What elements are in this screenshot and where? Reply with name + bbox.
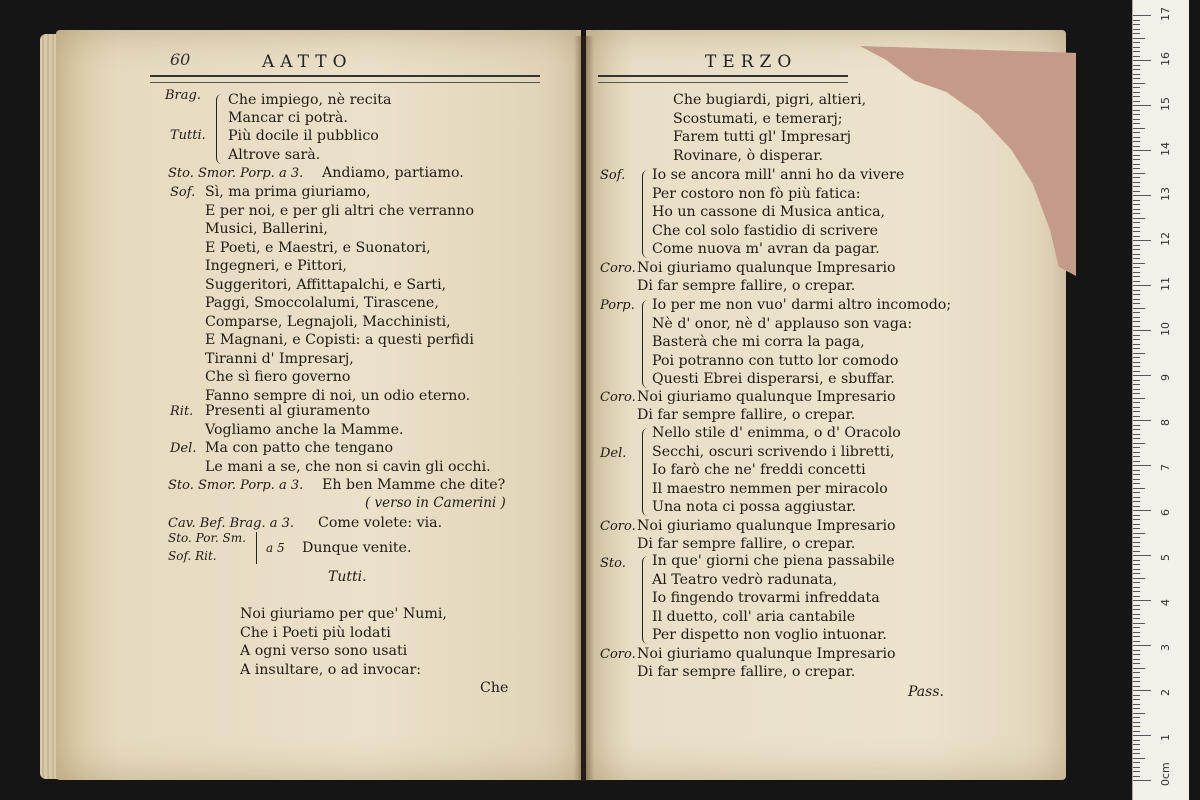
ruler-tick bbox=[1133, 371, 1140, 372]
verse-line: Io se ancora mill' anni ho da vivere bbox=[652, 167, 905, 183]
ruler-tick bbox=[1133, 159, 1140, 160]
brace bbox=[216, 94, 223, 164]
ruler-tick bbox=[1133, 515, 1140, 516]
ruler-tick bbox=[1133, 290, 1140, 291]
ruler-number: 16 bbox=[1159, 52, 1172, 66]
verse-line: Paggi, Smoccolalumi, Tirascene, bbox=[205, 295, 439, 311]
brace bbox=[642, 428, 649, 516]
speaker-del: Del. bbox=[600, 446, 627, 461]
ruler-tick bbox=[1133, 510, 1151, 511]
stage-direction: ( verso in Camerini ) bbox=[365, 495, 506, 511]
ruler-tick bbox=[1133, 713, 1145, 714]
ruler-tick bbox=[1133, 168, 1140, 169]
ruler-tick bbox=[1133, 735, 1151, 736]
ruler-tick bbox=[1133, 65, 1140, 66]
verse-line: Noi giuriamo qualunque Impresario bbox=[637, 646, 896, 662]
ruler-tick bbox=[1133, 681, 1140, 682]
verse-line: Al Teatro vedrò radunata, bbox=[652, 572, 838, 588]
speaker-del: Del. bbox=[170, 441, 197, 456]
ruler-tick bbox=[1133, 38, 1145, 39]
ruler-tick bbox=[1133, 618, 1140, 619]
verse-line: Io per me non vuo' darmi altro incomodo; bbox=[652, 297, 952, 313]
ruler-tick bbox=[1133, 677, 1140, 678]
ruler-tick bbox=[1133, 114, 1140, 115]
ruler-tick bbox=[1133, 150, 1151, 151]
ruler-tick bbox=[1133, 303, 1140, 304]
ruler-tick bbox=[1133, 24, 1140, 25]
ruler-tick bbox=[1133, 542, 1140, 543]
ruler-tick bbox=[1133, 245, 1140, 246]
verse-line: Basterà che mi corra la paga, bbox=[652, 334, 865, 350]
speaker-brag: Brag. bbox=[165, 88, 201, 103]
verse-line: Le mani a se, che non si cavin gli occhi. bbox=[205, 459, 491, 475]
ruler-number: 2 bbox=[1159, 689, 1172, 696]
verse-line: Vogliamo anche la Mamme. bbox=[205, 422, 404, 438]
ruler-tick bbox=[1133, 726, 1140, 727]
verse-line: Di far sempre fallire, o crepar. bbox=[637, 536, 856, 552]
ruler-tick bbox=[1133, 326, 1140, 327]
book-gutter bbox=[574, 36, 594, 781]
ruler-tick bbox=[1133, 51, 1140, 52]
ruler-tick bbox=[1133, 497, 1140, 498]
verse-line: Nè d' onor, nè d' applauso son vaga: bbox=[652, 316, 913, 332]
ruler-number: 4 bbox=[1159, 599, 1172, 606]
ruler-tick bbox=[1133, 258, 1140, 259]
ruler-tick bbox=[1133, 407, 1140, 408]
verse-line: A insultare, o ad invocar: bbox=[240, 662, 422, 678]
ruler-tick bbox=[1133, 164, 1140, 165]
ruler-tick bbox=[1133, 173, 1145, 174]
ruler-tick bbox=[1133, 452, 1140, 453]
ruler-tick bbox=[1133, 312, 1140, 313]
ruler-tick bbox=[1133, 479, 1140, 480]
ruler-tick bbox=[1133, 753, 1140, 754]
ruler-tick bbox=[1133, 393, 1140, 394]
verse-line: Scostumati, e temerarj; bbox=[673, 111, 843, 127]
verse-line: Di far sempre fallire, o crepar. bbox=[637, 278, 856, 294]
ruler-tick bbox=[1133, 389, 1140, 390]
ruler-tick bbox=[1133, 182, 1140, 183]
ruler-tick bbox=[1133, 186, 1140, 187]
ruler-tick bbox=[1133, 443, 1145, 444]
ruler-tick bbox=[1133, 636, 1140, 637]
ruler-tick bbox=[1133, 294, 1140, 295]
ruler-tick bbox=[1133, 524, 1140, 525]
ruler-tick bbox=[1133, 744, 1140, 745]
ruler-tick bbox=[1133, 69, 1140, 70]
ruler-tick bbox=[1133, 330, 1151, 331]
ruler-tick bbox=[1133, 690, 1151, 691]
ruler-tick bbox=[1133, 506, 1140, 507]
ruler-tick bbox=[1133, 191, 1140, 192]
verse-line: Poi potranno con tutto lor comodo bbox=[652, 353, 899, 369]
ruler-tick bbox=[1133, 447, 1140, 448]
speaker-sof: Sof. bbox=[170, 185, 196, 200]
ruler-tick bbox=[1133, 645, 1151, 646]
header-rule-left bbox=[150, 75, 540, 83]
ruler-tick bbox=[1133, 56, 1140, 57]
verse-line: Noi giuriamo qualunque Impresario bbox=[637, 389, 896, 405]
ruler-tick bbox=[1133, 92, 1140, 93]
ruler-tick bbox=[1133, 110, 1140, 111]
ruler-tick bbox=[1133, 546, 1140, 547]
ruler-tick bbox=[1133, 596, 1140, 597]
ruler-tick bbox=[1133, 758, 1145, 759]
ruler-tick bbox=[1133, 222, 1140, 223]
page-number: 60 bbox=[170, 50, 191, 69]
brace bbox=[642, 300, 649, 388]
ruler-tick bbox=[1133, 605, 1140, 606]
ruler-tick bbox=[1133, 137, 1140, 138]
ruler-tick bbox=[1133, 123, 1140, 124]
ruler-tick bbox=[1133, 236, 1140, 237]
verse-line: Ho un cassone di Musica antica, bbox=[652, 204, 886, 220]
ruler-tick bbox=[1133, 555, 1151, 556]
ruler-tick bbox=[1133, 141, 1140, 142]
speaker-coro: Coro. bbox=[600, 519, 636, 534]
ruler-tick bbox=[1133, 695, 1140, 696]
ruler-tick bbox=[1133, 200, 1140, 201]
ruler-tick bbox=[1133, 420, 1151, 421]
ruler-tick bbox=[1133, 128, 1145, 129]
ruler-tick bbox=[1133, 362, 1140, 363]
ruler-number: 14 bbox=[1159, 142, 1172, 156]
speaker-coro: Coro. bbox=[600, 647, 636, 662]
ruler-tick bbox=[1133, 416, 1140, 417]
ruler-number: 17 bbox=[1159, 7, 1172, 21]
ruler-tick bbox=[1133, 317, 1140, 318]
ruler-tick bbox=[1133, 78, 1140, 79]
verse-line: Mancar ci potrà. bbox=[228, 110, 348, 126]
ruler-tick bbox=[1133, 767, 1140, 768]
verse-line: Noi giuriamo qualunque Impresario bbox=[637, 260, 896, 276]
ruler-tick bbox=[1133, 650, 1140, 651]
verse-line: In que' giorni che piena passabile bbox=[652, 553, 895, 569]
ruler-tick bbox=[1133, 731, 1140, 732]
ruler-tick bbox=[1133, 780, 1151, 781]
ruler-number: 3 bbox=[1159, 644, 1172, 651]
verse-line: Che sì fiero governo bbox=[205, 369, 351, 385]
ruler-tick bbox=[1133, 528, 1140, 529]
ruler-tick bbox=[1133, 533, 1145, 534]
verse-line: Musici, Ballerini, bbox=[205, 221, 328, 237]
ruler-tick bbox=[1133, 564, 1140, 565]
verse-line: Questi Ebrei disperarsi, e sbuffar. bbox=[652, 371, 895, 387]
ruler-tick bbox=[1133, 699, 1140, 700]
ruler-tick bbox=[1133, 177, 1140, 178]
ruler-tick bbox=[1133, 717, 1140, 718]
ruler-number: 5 bbox=[1159, 554, 1172, 561]
measurement-ruler bbox=[1132, 0, 1189, 800]
verse-line: Per costoro non fò più fatica: bbox=[652, 186, 861, 202]
ruler-tick bbox=[1133, 600, 1151, 601]
catchword: Pass. bbox=[908, 684, 944, 700]
ruler-tick bbox=[1133, 465, 1151, 466]
ruler-tick bbox=[1133, 195, 1151, 196]
ruler-tick bbox=[1133, 308, 1145, 309]
ruler-number: 6 bbox=[1159, 509, 1172, 516]
verse-line: Più docile il pubblico bbox=[228, 128, 379, 144]
ruler-tick bbox=[1133, 74, 1140, 75]
ruler-tick bbox=[1133, 402, 1140, 403]
verse-line: Per dispetto non voglio intuonar. bbox=[652, 627, 887, 643]
header-rule-right bbox=[598, 75, 848, 83]
verse-line: Dunque venite. bbox=[302, 540, 412, 556]
ruler-tick bbox=[1133, 146, 1140, 147]
ruler-tick bbox=[1133, 101, 1140, 102]
verse-line: Di far sempre fallire, o crepar. bbox=[637, 664, 856, 680]
ruler-tick bbox=[1133, 659, 1140, 660]
ruler-tick bbox=[1133, 438, 1140, 439]
speaker-sto: Sto. bbox=[600, 556, 626, 571]
ruler-tick bbox=[1133, 15, 1151, 16]
verse-line: Una nota ci possa aggiustar. bbox=[652, 499, 857, 515]
ruler-tick bbox=[1133, 96, 1140, 97]
ruler-tick bbox=[1133, 551, 1140, 552]
verse-line: Suggeritori, Affittapalchi, e Sarti, bbox=[205, 277, 447, 293]
verse-line: Sì, ma prima giuriamo, bbox=[205, 184, 371, 200]
running-header-right: TERZO bbox=[705, 52, 798, 72]
verse-line: Come volete: via. bbox=[318, 515, 443, 531]
ruler-tick bbox=[1133, 569, 1140, 570]
verse-line: Andiamo, partiamo. bbox=[322, 165, 464, 181]
ruler-tick bbox=[1133, 29, 1140, 30]
ruler-number: 15 bbox=[1159, 97, 1172, 111]
ruler-tick bbox=[1133, 299, 1140, 300]
speaker-sof: Sof. bbox=[600, 168, 626, 183]
ruler-tick bbox=[1133, 501, 1140, 502]
divider-bar bbox=[256, 532, 257, 564]
ruler-tick bbox=[1133, 60, 1151, 61]
ruler-tick bbox=[1133, 461, 1140, 462]
verse-line: E Magnani, e Copisti: a questi perfidi bbox=[205, 332, 474, 348]
verse-line: Il duetto, coll' aria cantabile bbox=[652, 609, 856, 625]
ruler-number: 13 bbox=[1159, 187, 1172, 201]
verse-line: Il maestro nemmen per miracolo bbox=[652, 481, 888, 497]
ruler-tick bbox=[1133, 267, 1140, 268]
ruler-tick bbox=[1133, 456, 1140, 457]
ruler-tick bbox=[1133, 380, 1140, 381]
ruler-tick bbox=[1133, 429, 1140, 430]
brace bbox=[642, 556, 649, 644]
speaker-tutti: Tutti. bbox=[328, 569, 367, 585]
ruler-tick bbox=[1133, 537, 1140, 538]
ruler-tick bbox=[1133, 425, 1140, 426]
ruler-tick bbox=[1133, 272, 1140, 273]
verse-line: Nello stile d' enimma, o d' Oracolo bbox=[652, 425, 901, 441]
ruler-tick bbox=[1133, 623, 1145, 624]
ruler-tick bbox=[1133, 33, 1140, 34]
ruler-tick bbox=[1133, 375, 1151, 376]
ruler-tick bbox=[1133, 470, 1140, 471]
ruler-number: 11 bbox=[1159, 277, 1172, 291]
ruler-tick bbox=[1133, 591, 1140, 592]
ruler-tick bbox=[1133, 87, 1140, 88]
speaker-group: Sto. Por. Sm. bbox=[168, 531, 246, 545]
ruler-number: 10 bbox=[1159, 322, 1172, 336]
ruler-tick bbox=[1133, 285, 1151, 286]
ruler-tick bbox=[1133, 519, 1140, 520]
speaker-porp: Porp. bbox=[600, 298, 635, 313]
ruler-tick bbox=[1133, 339, 1140, 340]
ruler-tick bbox=[1133, 263, 1145, 264]
ruler-tick bbox=[1133, 348, 1140, 349]
verse-line: Noi giuriamo qualunque Impresario bbox=[637, 518, 896, 534]
ruler-tick bbox=[1133, 582, 1140, 583]
verse-line: Io farò che ne' freddi concetti bbox=[652, 462, 866, 478]
ruler-tick bbox=[1133, 398, 1145, 399]
ruler-tick bbox=[1133, 614, 1140, 615]
ruler-tick bbox=[1133, 155, 1140, 156]
ruler-number: 9 bbox=[1159, 374, 1172, 381]
ruler-tick bbox=[1133, 42, 1140, 43]
speaker-group: Sof. Rit. bbox=[168, 549, 217, 563]
ruler-tick bbox=[1133, 483, 1140, 484]
ruler-tick bbox=[1133, 119, 1140, 120]
ruler-tick bbox=[1133, 686, 1140, 687]
ruler-tick bbox=[1133, 213, 1140, 214]
verse-line: Di far sempre fallire, o crepar. bbox=[637, 407, 856, 423]
verse-line: Che bugiardi, pigri, altieri, bbox=[673, 92, 867, 108]
speaker-sto-smor-porp: Sto. Smor. Porp. a 3. bbox=[168, 166, 304, 181]
verse-line: Fanno sempre di noi, un odio eterno. bbox=[205, 388, 471, 404]
ruler-tick bbox=[1133, 281, 1140, 282]
ruler-tick bbox=[1133, 740, 1140, 741]
verse-line: Altrove sarà. bbox=[228, 147, 321, 163]
speaker-coro: Coro. bbox=[600, 390, 636, 405]
speaker-coro: Coro. bbox=[600, 261, 636, 276]
ruler-tick bbox=[1133, 641, 1140, 642]
ruler-tick bbox=[1133, 776, 1140, 777]
ruler-tick bbox=[1133, 47, 1140, 48]
ruler-tick bbox=[1133, 20, 1140, 21]
ruler-tick bbox=[1133, 344, 1140, 345]
ruler-tick bbox=[1133, 668, 1145, 669]
ruler-tick bbox=[1133, 771, 1140, 772]
verse-line: Secchi, oscuri scrivendo i libretti, bbox=[652, 444, 895, 460]
verse-line: Io fingendo trovarmi infreddata bbox=[652, 590, 880, 606]
ruler-tick bbox=[1133, 578, 1145, 579]
ruler-tick bbox=[1133, 254, 1140, 255]
verse-line: E per noi, e per gli altri che verranno bbox=[205, 203, 474, 219]
ruler-tick bbox=[1133, 240, 1151, 241]
ruler-tick bbox=[1133, 573, 1140, 574]
ruler-tick bbox=[1133, 663, 1140, 664]
ruler-tick bbox=[1133, 132, 1140, 133]
ruler-tick bbox=[1133, 627, 1140, 628]
ruler-tick bbox=[1133, 231, 1140, 232]
speaker-rit: Rit. bbox=[170, 404, 194, 419]
verse-line: Farem tutti gl' Impresarj bbox=[673, 129, 852, 145]
ruler-tick bbox=[1133, 209, 1140, 210]
ruler-tick bbox=[1133, 249, 1140, 250]
ruler-tick bbox=[1133, 654, 1140, 655]
ruler-number: 0cm bbox=[1159, 762, 1172, 786]
ruler-tick bbox=[1133, 411, 1140, 412]
verse-line: Ingegneri, e Pittori, bbox=[205, 258, 347, 274]
ruler-tick bbox=[1133, 492, 1140, 493]
verse-line: Che col solo fastidio di scrivere bbox=[652, 223, 879, 239]
ruler-tick bbox=[1133, 560, 1140, 561]
ruler-tick bbox=[1133, 276, 1140, 277]
speaker-cav-bef-brag: Cav. Bef. Brag. a 3. bbox=[168, 516, 295, 531]
ruler-tick bbox=[1133, 218, 1145, 219]
verse-line: Tiranni d' Impresarj, bbox=[205, 351, 354, 367]
verse-line: Presenti al giuramento bbox=[205, 403, 371, 419]
ruler-tick bbox=[1133, 357, 1140, 358]
ruler-tick bbox=[1133, 353, 1145, 354]
ruler-number: 8 bbox=[1159, 419, 1172, 426]
ruler-number: 7 bbox=[1159, 464, 1172, 471]
ruler-number: 1 bbox=[1159, 734, 1172, 741]
ruler-number: 12 bbox=[1159, 232, 1172, 246]
verse-line: Come nuova m' avran da pagar. bbox=[652, 241, 880, 257]
catchword: Che bbox=[480, 680, 509, 696]
ruler-tick bbox=[1133, 83, 1145, 84]
ruler-tick bbox=[1133, 227, 1140, 228]
verse-line: Rovinare, ò disperar. bbox=[673, 148, 823, 164]
verse-line: Che impiego, nè recita bbox=[228, 92, 392, 108]
ruler-tick bbox=[1133, 609, 1140, 610]
verse-line: Eh ben Mamme che dite? bbox=[322, 477, 506, 493]
ruler-tick bbox=[1133, 384, 1140, 385]
verse-line: Ma con patto che tengano bbox=[205, 440, 394, 456]
speaker-a5: a 5 bbox=[266, 541, 285, 555]
ruler-tick bbox=[1133, 708, 1140, 709]
ruler-tick bbox=[1133, 704, 1140, 705]
ruler-tick bbox=[1133, 321, 1140, 322]
ruler-tick bbox=[1133, 488, 1145, 489]
ruler-tick bbox=[1133, 722, 1140, 723]
ruler-tick bbox=[1133, 366, 1140, 367]
verse-line: Che i Poeti più lodati bbox=[240, 625, 391, 641]
ruler-tick bbox=[1133, 632, 1140, 633]
verse-line: E Poeti, e Maestri, e Suonatori, bbox=[205, 240, 431, 256]
ruler-tick bbox=[1133, 474, 1140, 475]
speaker-sto-smor-porp: Sto. Smor. Porp. a 3. bbox=[168, 478, 304, 493]
ruler-tick bbox=[1133, 434, 1140, 435]
verse-line: Comparse, Legnajoli, Macchinisti, bbox=[205, 314, 451, 330]
brace bbox=[642, 170, 649, 258]
ruler-tick bbox=[1133, 749, 1140, 750]
verse-line: A ogni verso sono usati bbox=[240, 643, 408, 659]
ruler-tick bbox=[1133, 587, 1140, 588]
verse-line: Noi giuriamo per que' Numi, bbox=[240, 606, 447, 622]
ruler-tick bbox=[1133, 672, 1140, 673]
ruler-tick bbox=[1133, 204, 1140, 205]
running-header-left: AATTO bbox=[262, 52, 353, 72]
ruler-tick bbox=[1133, 762, 1140, 763]
speaker-tutti: Tutti. bbox=[170, 128, 206, 143]
ruler-tick bbox=[1133, 335, 1140, 336]
ruler-tick bbox=[1133, 105, 1151, 106]
